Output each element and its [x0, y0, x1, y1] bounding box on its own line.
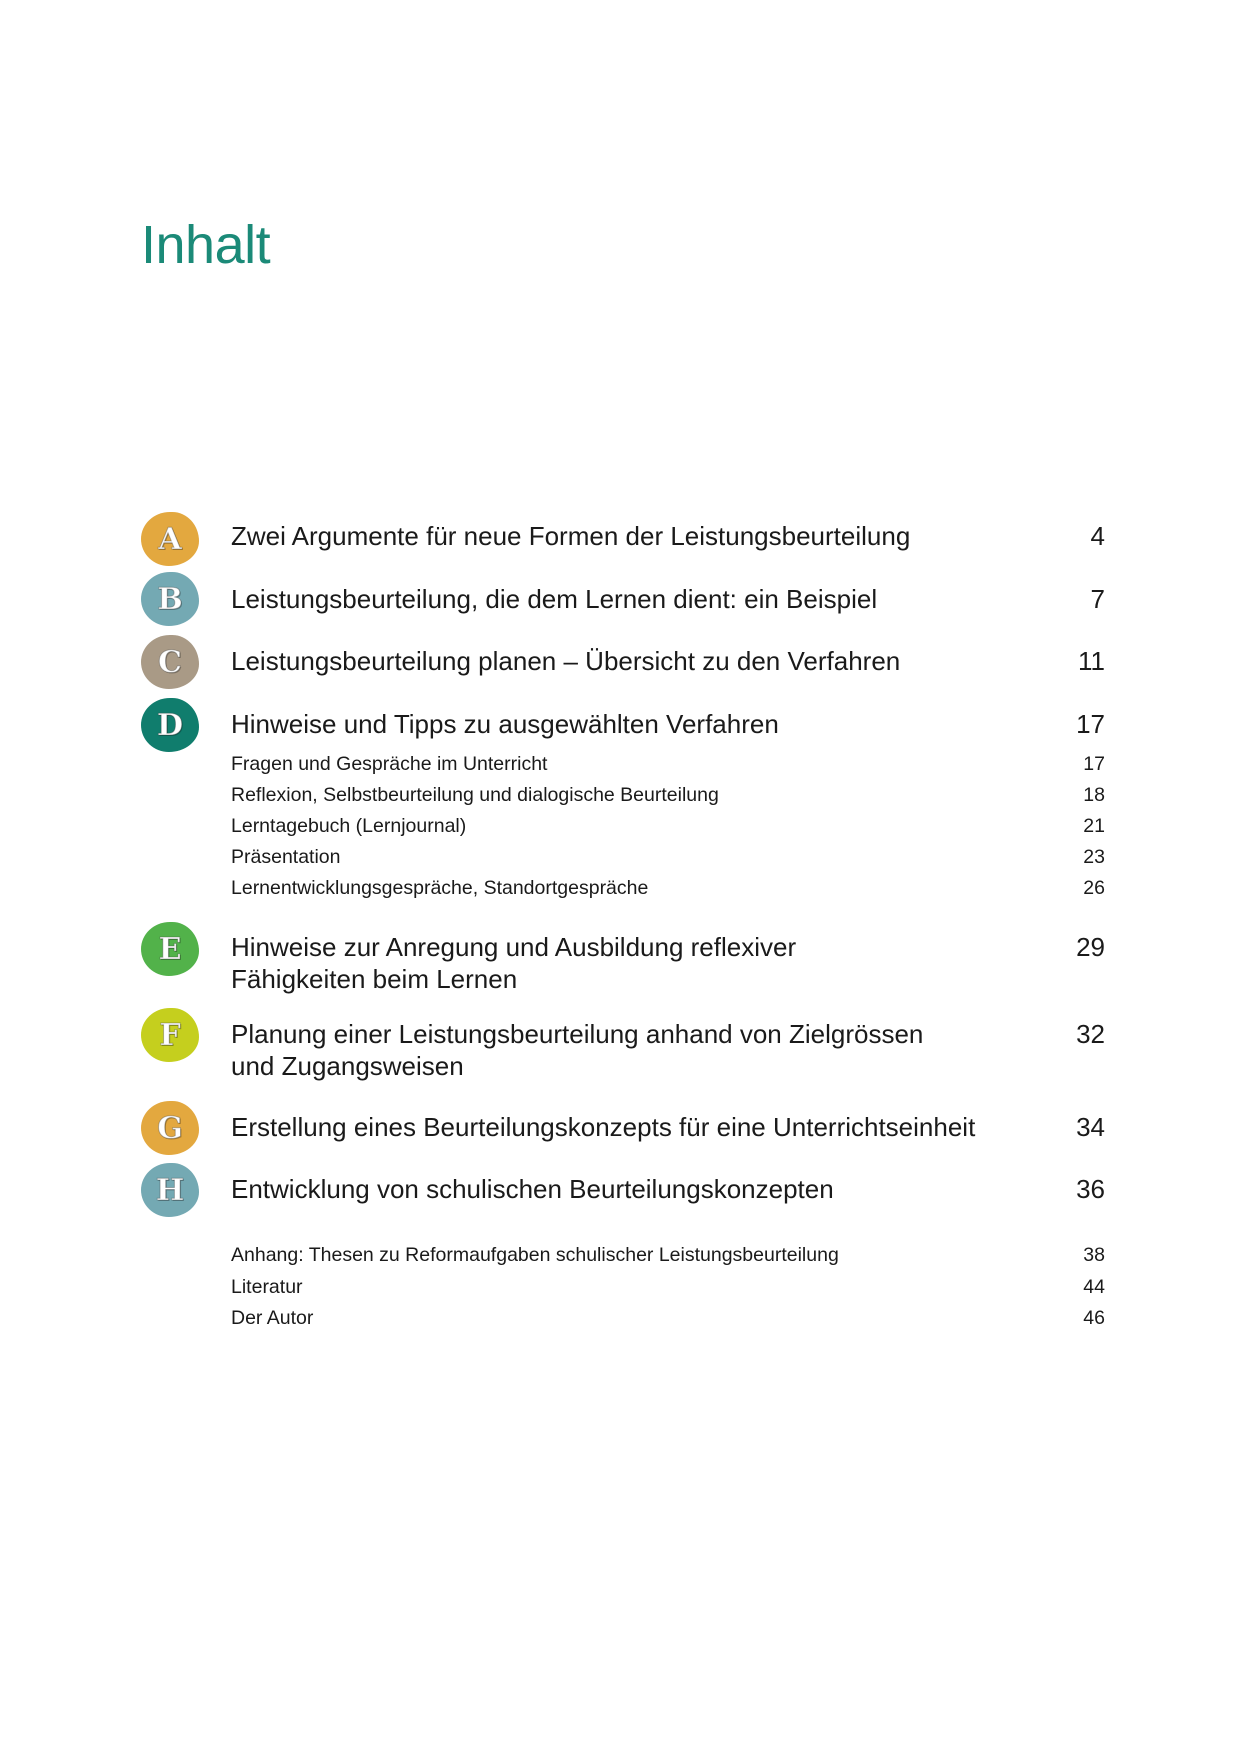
subitem-title: Fragen und Gespräche im Unterricht	[231, 753, 548, 775]
chapter-page-number: 17	[1076, 709, 1105, 739]
chapter-badge-letter: A	[158, 521, 182, 557]
chapter-title: Hinweise und Tipps zu ausgewählten Verfahren	[231, 709, 779, 739]
subitem-title: Lernentwicklungsgespräche, Standortgespräche	[231, 877, 649, 899]
subitem-page-number: 18	[1083, 784, 1105, 806]
chapter-page-number: 11	[1078, 646, 1105, 676]
chapter-badge-letter: F	[159, 1017, 181, 1053]
chapter-badge-h	[141, 1163, 199, 1217]
chapter-badge-a	[141, 512, 199, 566]
chapter-title: Zwei Argumente für neue Formen der Leistungsbeurteilung	[231, 521, 911, 551]
appendix-page-number: 44	[1083, 1276, 1105, 1298]
chapter-badge-f	[141, 1008, 199, 1062]
subitem-page-number: 26	[1083, 877, 1105, 899]
subitem-title: Reflexion, Selbstbeurteilung und dialogische Beurteilung	[231, 784, 719, 806]
chapter-badge-letter: G	[157, 1110, 183, 1146]
chapter-title: Leistungsbeurteilung planen – Übersicht zu den Verfahren	[231, 646, 901, 676]
chapter-badge-b	[141, 572, 199, 626]
chapter-title-line-2: und Zugangsweisen	[231, 1051, 464, 1081]
chapter-badge-d	[141, 698, 199, 752]
chapter-title: Leistungsbeurteilung, die dem Lernen dient: ein Beispiel	[231, 584, 878, 614]
chapter-title-line-2: Fähigkeiten beim Lernen	[231, 964, 518, 994]
appendix-title: Anhang: Thesen zu Reformaufgaben schulischer Leistungsbeurteilung	[231, 1244, 839, 1266]
chapter-title-line-1: Hinweise zur Anregung und Ausbildung reflexiver	[231, 932, 797, 962]
chapter-page-number: 29	[1076, 932, 1105, 962]
subitem-page-number: 23	[1083, 846, 1105, 868]
chapter-badge-e	[141, 922, 199, 976]
chapter-page-number: 34	[1076, 1112, 1105, 1142]
chapter-page-number: 36	[1076, 1174, 1105, 1204]
subitem-title: Präsentation	[231, 846, 341, 868]
page-title: Inhalt	[141, 215, 271, 275]
subitem-page-number: 17	[1083, 753, 1105, 775]
appendix-page-number: 46	[1083, 1307, 1105, 1329]
chapter-page-number: 32	[1076, 1019, 1105, 1049]
appendix-title: Literatur	[231, 1276, 303, 1298]
chapter-page-number: 7	[1090, 584, 1105, 614]
chapter-title-line-1: Planung einer Leistungsbeurteilung anhand von Zielgrössen	[231, 1019, 924, 1049]
chapter-page-number: 4	[1090, 521, 1105, 551]
appendix-title: Der Autor	[231, 1307, 314, 1329]
chapter-title: Entwicklung von schulischen Beurteilungskonzepten	[231, 1174, 834, 1204]
chapter-title: Erstellung eines Beurteilungskonzepts für eine Unterrichtseinheit	[231, 1112, 976, 1142]
subitem-title: Lerntagebuch (Lernjournal)	[231, 815, 467, 837]
chapter-badge-letter: H	[155, 1172, 185, 1208]
chapter-badge-c	[141, 635, 199, 689]
chapter-badge-letter: C	[158, 644, 182, 680]
chapter-badge-letter: B	[157, 581, 183, 617]
chapter-badge-g	[141, 1101, 199, 1155]
chapter-badge-letter: E	[158, 931, 182, 967]
chapter-badge-letter: D	[156, 707, 183, 743]
subitem-page-number: 21	[1083, 815, 1105, 837]
appendix-page-number: 38	[1083, 1244, 1105, 1266]
